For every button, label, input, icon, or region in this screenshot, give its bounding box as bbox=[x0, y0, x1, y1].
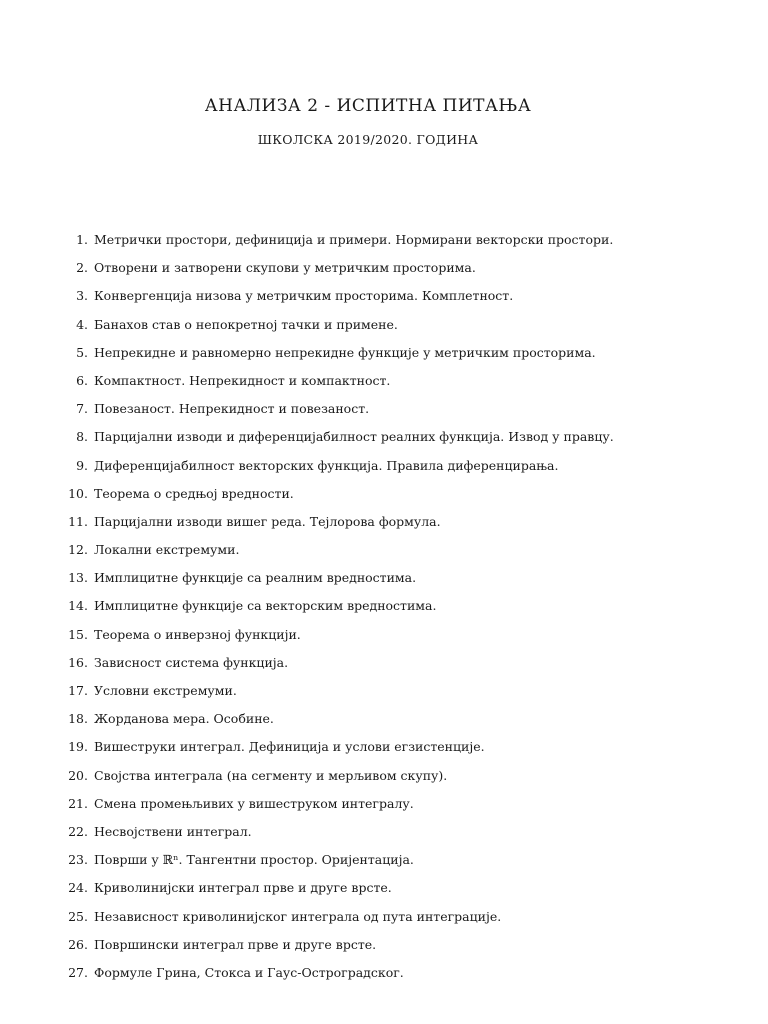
question-item bbox=[60, 766, 700, 794]
question-item bbox=[60, 878, 700, 906]
question-number: 22. bbox=[68, 823, 88, 839]
question-number: 18. bbox=[68, 711, 88, 727]
question-item bbox=[60, 653, 700, 681]
question-text: Својства интеграла (на сегменту и мерљивом скупу). bbox=[94, 767, 448, 783]
question-item bbox=[60, 230, 700, 258]
page-subtitle: ШКОЛСКА 2019/2020. ГОДИНА bbox=[257, 132, 479, 147]
question-text: Повезаност. Непрекидност и повезаност. bbox=[94, 401, 370, 417]
question-text: Диференцијабилност векторских функција. Правила диференцирања. bbox=[94, 457, 559, 473]
question-item bbox=[60, 850, 700, 878]
question-item bbox=[60, 456, 700, 484]
question-number: 24. bbox=[68, 880, 88, 896]
question-item bbox=[60, 935, 700, 963]
question-number: 23. bbox=[68, 852, 88, 868]
question-number: 19. bbox=[68, 739, 88, 755]
question-text: Метрички простори, дефиниција и примери. Нормирани векторски простори. bbox=[94, 232, 614, 247]
question-number: 20. bbox=[68, 767, 88, 783]
question-text: Конвергенција низова у метричким просторима. Комплетност. bbox=[94, 288, 514, 304]
question-text: Криволинијски интеграл прве и друге врсте. bbox=[94, 880, 392, 896]
question-text: Теорема о средњој вредности. bbox=[94, 485, 294, 501]
question-text: Парцијални изводи и диференцијабилност реалних функција. Извод у правцу. bbox=[94, 429, 614, 445]
question-number: 2. bbox=[76, 260, 88, 276]
question-number: 1. bbox=[76, 232, 88, 247]
question-number: 13. bbox=[68, 570, 88, 586]
question-text: Жорданова мера. Особине. bbox=[94, 711, 274, 727]
question-item bbox=[60, 540, 700, 568]
question-number: 3. bbox=[76, 288, 88, 304]
question-text: Смена промењљивих у вишеструком интегралу. bbox=[94, 795, 414, 811]
question-number: 17. bbox=[68, 683, 88, 698]
page-title: АНАЛИЗА 2 - ИСПИТНА ПИТАЊА bbox=[204, 96, 532, 116]
question-number: 21. bbox=[68, 795, 88, 811]
question-number: 14. bbox=[68, 598, 88, 614]
question-item bbox=[60, 427, 700, 455]
question-number: 6. bbox=[76, 372, 88, 388]
question-item bbox=[60, 709, 700, 737]
question-item bbox=[60, 343, 700, 371]
question-number: 12. bbox=[68, 542, 88, 558]
question-item bbox=[60, 484, 700, 512]
question-item bbox=[60, 822, 700, 850]
question-item bbox=[60, 681, 700, 709]
question-item bbox=[60, 286, 700, 314]
question-item bbox=[60, 399, 700, 427]
question-item bbox=[60, 907, 700, 935]
question-item bbox=[60, 963, 700, 991]
question-text: Несвојствени интеграл. bbox=[94, 823, 252, 839]
question-item bbox=[60, 625, 700, 653]
question-item bbox=[60, 512, 700, 540]
question-item bbox=[60, 258, 700, 286]
question-number: 16. bbox=[68, 654, 88, 670]
question-item bbox=[60, 371, 700, 399]
question-list bbox=[60, 230, 700, 991]
question-item bbox=[60, 568, 700, 596]
question-item bbox=[60, 794, 700, 822]
question-text: Условни екстремуми. bbox=[94, 683, 237, 698]
question-number: 25. bbox=[68, 908, 88, 924]
question-text: Имплицитне функције са векторским вредностима. bbox=[94, 598, 437, 614]
question-text: Зависност система функција. bbox=[94, 654, 289, 670]
question-text: Формуле Грина, Стокса и Гаус-Остроградског. bbox=[94, 964, 404, 980]
question-text: Површински интеграл прве и друге врсте. bbox=[94, 936, 377, 952]
question-number: 27. bbox=[68, 964, 88, 980]
question-number: 15. bbox=[68, 626, 88, 642]
question-number: 5. bbox=[76, 344, 88, 360]
question-text: Отворени и затворени скупови у метричким просторима. bbox=[94, 260, 476, 276]
question-text: Парцијални изводи вишег реда. Тејлорова формула. bbox=[94, 513, 441, 529]
question-item bbox=[60, 737, 700, 765]
question-text: Теорема о инверзној функцији. bbox=[94, 626, 301, 642]
question-number: 7. bbox=[76, 401, 88, 417]
question-text: Вишеструки интеграл. Дефиниција и услови егзистенције. bbox=[94, 739, 485, 755]
question-text: Имплицитне функције са реалним вредностима. bbox=[94, 570, 417, 586]
question-number: 26. bbox=[68, 936, 88, 952]
question-number: 8. bbox=[76, 429, 88, 445]
question-number: 11. bbox=[68, 513, 88, 529]
question-text: Непрекидне и равномерно непрекидне функције у метричким просторима. bbox=[94, 344, 596, 360]
question-number: 9. bbox=[76, 457, 88, 473]
question-text: Локални екстремуми. bbox=[94, 542, 240, 558]
question-item bbox=[60, 596, 700, 624]
question-text: Независност криволинијског интеграла од пута интеграције. bbox=[94, 908, 502, 924]
question-item bbox=[60, 315, 700, 343]
question-text: Банахов став о непокретној тачки и примене. bbox=[94, 316, 398, 332]
question-text: Површи у ℝⁿ. Тангентни простор. Оријентација. bbox=[94, 852, 414, 868]
question-text: Компактност. Непрекидност и компактност. bbox=[94, 372, 391, 388]
question-number: 10. bbox=[68, 485, 88, 501]
question-number: 4. bbox=[76, 316, 88, 332]
